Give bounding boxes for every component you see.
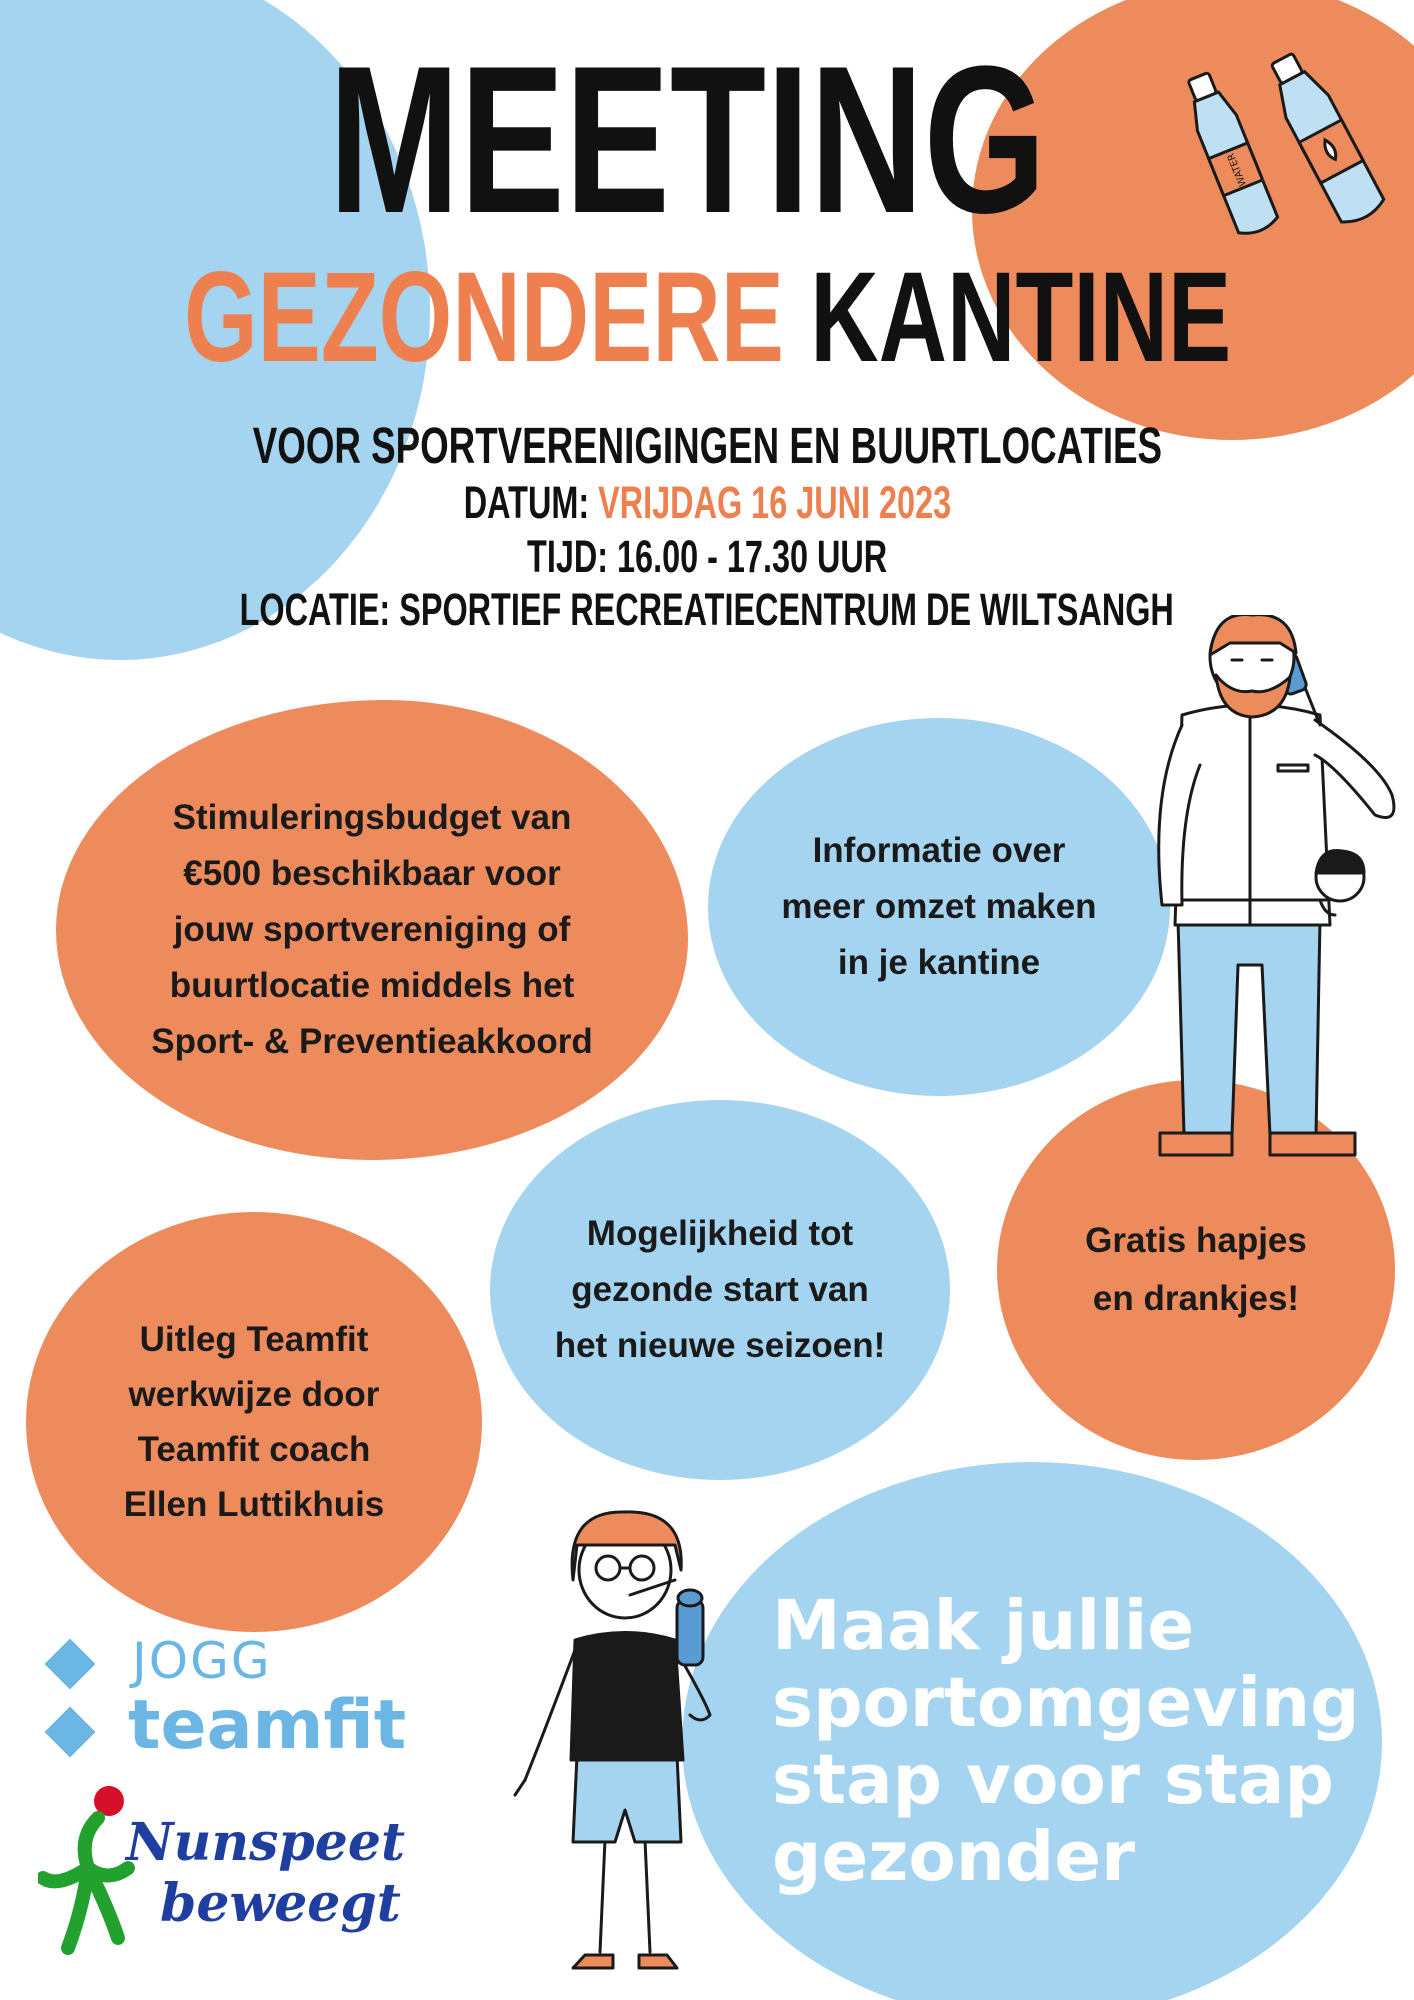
beweegt-logo-text: beweegt bbox=[160, 1873, 401, 1934]
bubble-slogan-text: Maak jullie sportomgeving stap voor stap gezonder bbox=[772, 1586, 1360, 1897]
bubble-slogan bbox=[682, 1462, 1382, 2000]
diamond-icon-bottom bbox=[45, 1707, 96, 1758]
date-line bbox=[0, 478, 1414, 528]
svg-text:WATER: WATER bbox=[1225, 151, 1250, 188]
time-line: TIJD: 16.00 - 17.30 UUR bbox=[526, 531, 888, 582]
bubble-snacks-text: Gratis hapjes en drankjes! bbox=[1085, 1221, 1307, 1318]
date-label: DATUM: bbox=[463, 477, 589, 528]
date-value: VRIJDAG 16 JUNI 2023 bbox=[597, 477, 951, 528]
nunspeet-beweegt-logo bbox=[38, 1778, 458, 1958]
bubble-info bbox=[708, 718, 1170, 1096]
bubble-teamfit-text: Uitleg Teamfit werkwijze door Teamfit coach Ellen Luttikhuis bbox=[123, 1320, 385, 1524]
bubble-budget bbox=[56, 700, 688, 1160]
bubble-season-text: Mogelijkheid tot gezonde start van het nieuwe seizoen! bbox=[554, 1214, 886, 1365]
title-kantine: KANTINE bbox=[810, 246, 1232, 389]
subtitle: VOOR SPORTVERENIGINGEN EN BUURTLOCATIES bbox=[252, 417, 1162, 474]
bubble-budget-text: Stimuleringsbudget van €500 beschikbaar voor jouw sportvereniging of buurtlocatie middels het Sport- & Preventieakkoord bbox=[151, 798, 593, 1061]
location-line: LOCATIE: SPORTIEF RECREATIECENTRUM DE WILTSANGH bbox=[239, 584, 1175, 635]
man-drinking-illustration bbox=[1120, 615, 1400, 1170]
title-meeting: MEETING bbox=[328, 22, 1046, 257]
jogg-logo bbox=[40, 1632, 430, 1786]
bubble-season bbox=[490, 1100, 950, 1480]
girl-drinking-illustration bbox=[505, 1500, 755, 1980]
jogg-logo-text: JOGG bbox=[132, 1632, 272, 1690]
teamfit-logo-text: teamfit bbox=[128, 1686, 407, 1765]
title-second-line bbox=[0, 246, 1414, 389]
diamond-icon-top bbox=[45, 1639, 96, 1690]
bubble-teamfit bbox=[26, 1212, 482, 1632]
nunspeet-logo-text: Nunspeet bbox=[126, 1812, 405, 1873]
title-gezondere: GEZONDERE bbox=[183, 246, 784, 389]
bubble-info-text: Informatie over meer omzet maken in je kantine bbox=[781, 831, 1097, 982]
